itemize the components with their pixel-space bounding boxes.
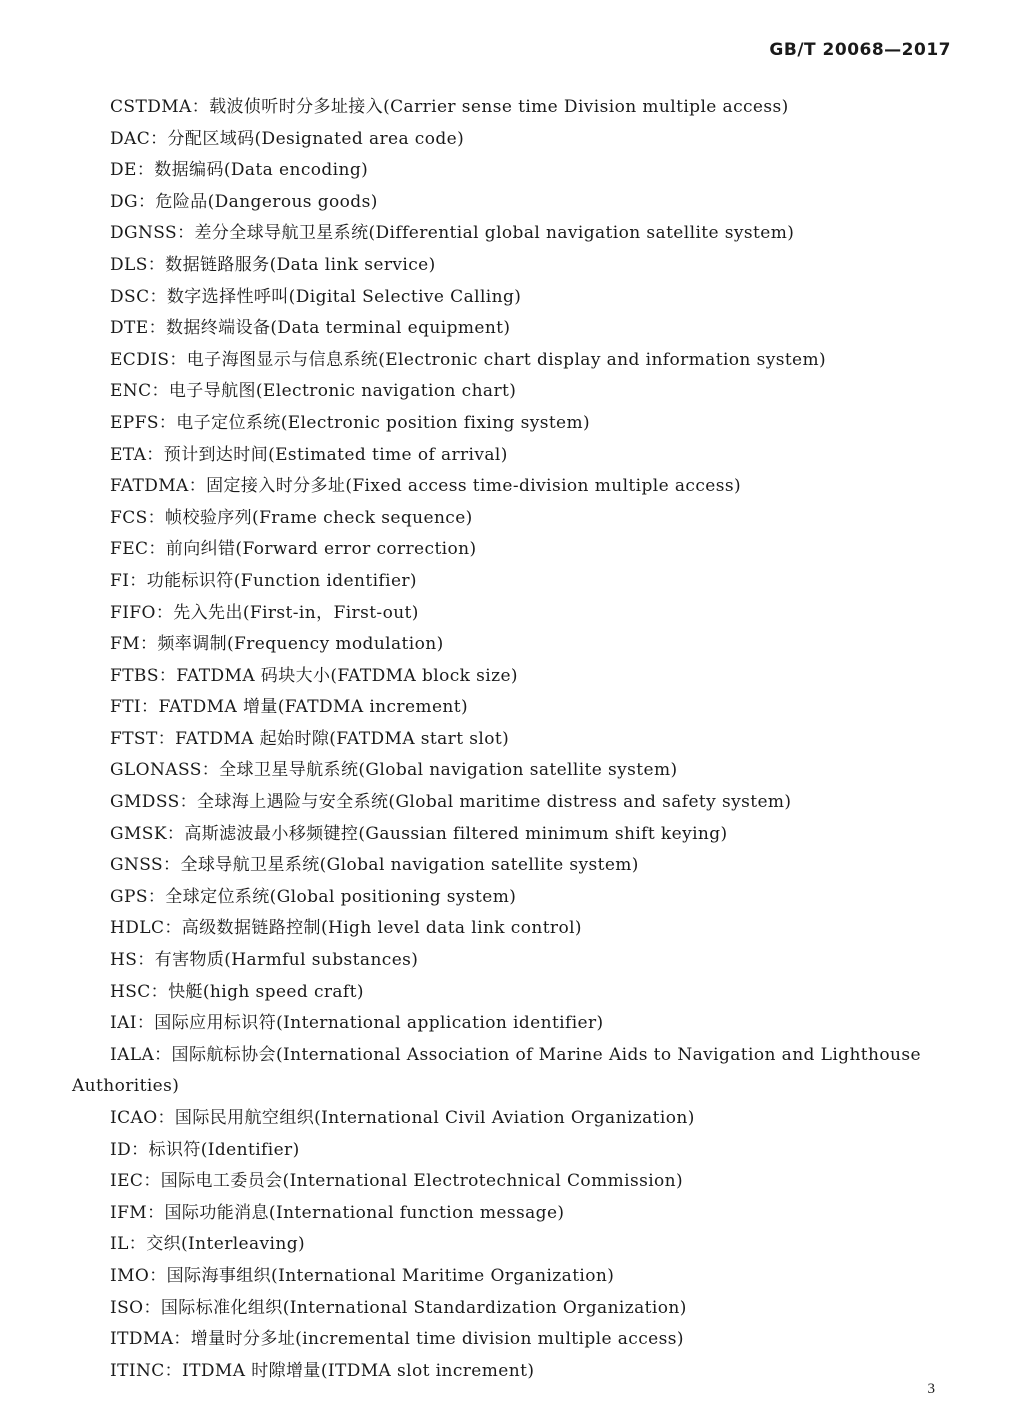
abbreviation-entry: ITINC：ITDMA 时隙增量(ITDMA slot increment) bbox=[110, 1360, 535, 1381]
abbreviation-entry: FCS：帧校验序列(Frame check sequence) bbox=[110, 507, 473, 528]
abbreviation-entry: FI：功能标识符(Function identifier) bbox=[110, 570, 417, 591]
abbreviation-entry: HSC：快艇(high speed craft) bbox=[110, 981, 364, 1002]
abbreviation-entry: ID：标识符(Identifier) bbox=[110, 1139, 300, 1160]
abbreviation-list bbox=[72, 92, 962, 1387]
abbreviation-entry: IFM：国际功能消息(International function message) bbox=[110, 1202, 565, 1223]
page-number: 3 bbox=[927, 1381, 935, 1397]
abbreviation-entry: ETA：预计到达时间(Estimated time of arrival) bbox=[110, 444, 508, 465]
abbreviation-entry: HDLC：高级数据链路控制(High level data link control) bbox=[110, 918, 582, 939]
abbreviation-entry: GNSS：全球导航卫星系统(Global navigation satellite system) bbox=[110, 855, 639, 876]
abbreviation-entry: FATDMA：固定接入时分多址(Fixed access time-division multiple access) bbox=[110, 476, 741, 497]
abbreviation-entry: FIFO：先入先出(First-in，First-out) bbox=[110, 602, 419, 623]
abbreviation-entry: GMSK：高斯滤波最小移频键控(Gaussian filtered minimum shift keying) bbox=[110, 823, 728, 844]
abbreviation-entry: IEC：国际电工委员会(International Electrotechnical Commission) bbox=[110, 1171, 684, 1192]
abbreviation-entry: IL：交织(Interleaving) bbox=[110, 1234, 306, 1255]
abbreviation-entry: EPFS：电子定位系统(Electronic position fixing system) bbox=[110, 412, 591, 433]
abbreviation-entry: DE：数据编码(Data encoding) bbox=[110, 160, 369, 181]
abbreviation-entry: ENC：电子导航图(Electronic navigation chart) bbox=[110, 381, 517, 402]
abbreviation-entry: DG：危险品(Dangerous goods) bbox=[110, 191, 378, 212]
abbreviation-entry: GMDSS：全球海上遇险与安全系统(Global maritime distress and safety system) bbox=[110, 792, 792, 813]
abbreviation-entry: FTST：FATDMA 起始时隙(FATDMA start slot) bbox=[110, 728, 510, 749]
abbreviation-entry: ICAO：国际民用航空组织(International Civil Aviation Organization) bbox=[110, 1108, 695, 1128]
abbreviation-entry: FEC：前向纠错(Forward error correction) bbox=[110, 539, 477, 560]
abbreviation-entry: DTE：数据终端设备(Data terminal equipment) bbox=[110, 318, 511, 339]
abbreviation-entry: IMO：国际海事组织(International Maritime Organization) bbox=[110, 1265, 615, 1286]
abbreviation-entry: IAI：国际应用标识符(International application identifier) bbox=[110, 1013, 604, 1034]
abbreviation-entry: IALA：国际航标协会(International Association of Marine Aids to Navigation and Lighthouse Authorities) bbox=[72, 1044, 921, 1097]
abbreviation-entry: ISO：国际标准化组织(International Standardization Organization) bbox=[110, 1297, 687, 1318]
abbreviation-entry: GLONASS：全球卫星导航系统(Global navigation satellite system) bbox=[110, 760, 678, 781]
abbreviation-entry: FTI：FATDMA 增量(FATDMA increment) bbox=[110, 697, 469, 718]
abbreviation-entry: DGNSS：差分全球导航卫星系统(Differential global navigation satellite system) bbox=[110, 223, 795, 244]
abbreviation-entry: CSTDMA：载波侦听时分多址接入(Carrier sense time Division multiple access) bbox=[110, 97, 789, 117]
abbreviation-entry: DSC：数字选择性呼叫(Digital Selective Calling) bbox=[110, 286, 522, 307]
abbreviation-entry: FTBS：FATDMA 码块大小(FATDMA block size) bbox=[110, 665, 518, 686]
abbreviation-entry: FM：频率调制(Frequency modulation) bbox=[110, 634, 444, 655]
standard-code-header: GB/T 20068—2017 bbox=[769, 40, 951, 60]
abbreviation-entry: ITDMA：增量时分多址(incremental time division multiple access) bbox=[110, 1329, 684, 1350]
abbreviation-entry: DAC：分配区域码(Designated area code) bbox=[110, 128, 465, 149]
abbreviation-entry: DLS：数据链路服务(Data link service) bbox=[110, 254, 436, 275]
abbreviation-entry: HS：有害物质(Harmful substances) bbox=[110, 950, 419, 971]
abbreviation-entry: GPS：全球定位系统(Global positioning system) bbox=[110, 886, 517, 907]
abbreviation-entry: ECDIS：电子海图显示与信息系统(Electronic chart display and information system) bbox=[110, 349, 827, 370]
